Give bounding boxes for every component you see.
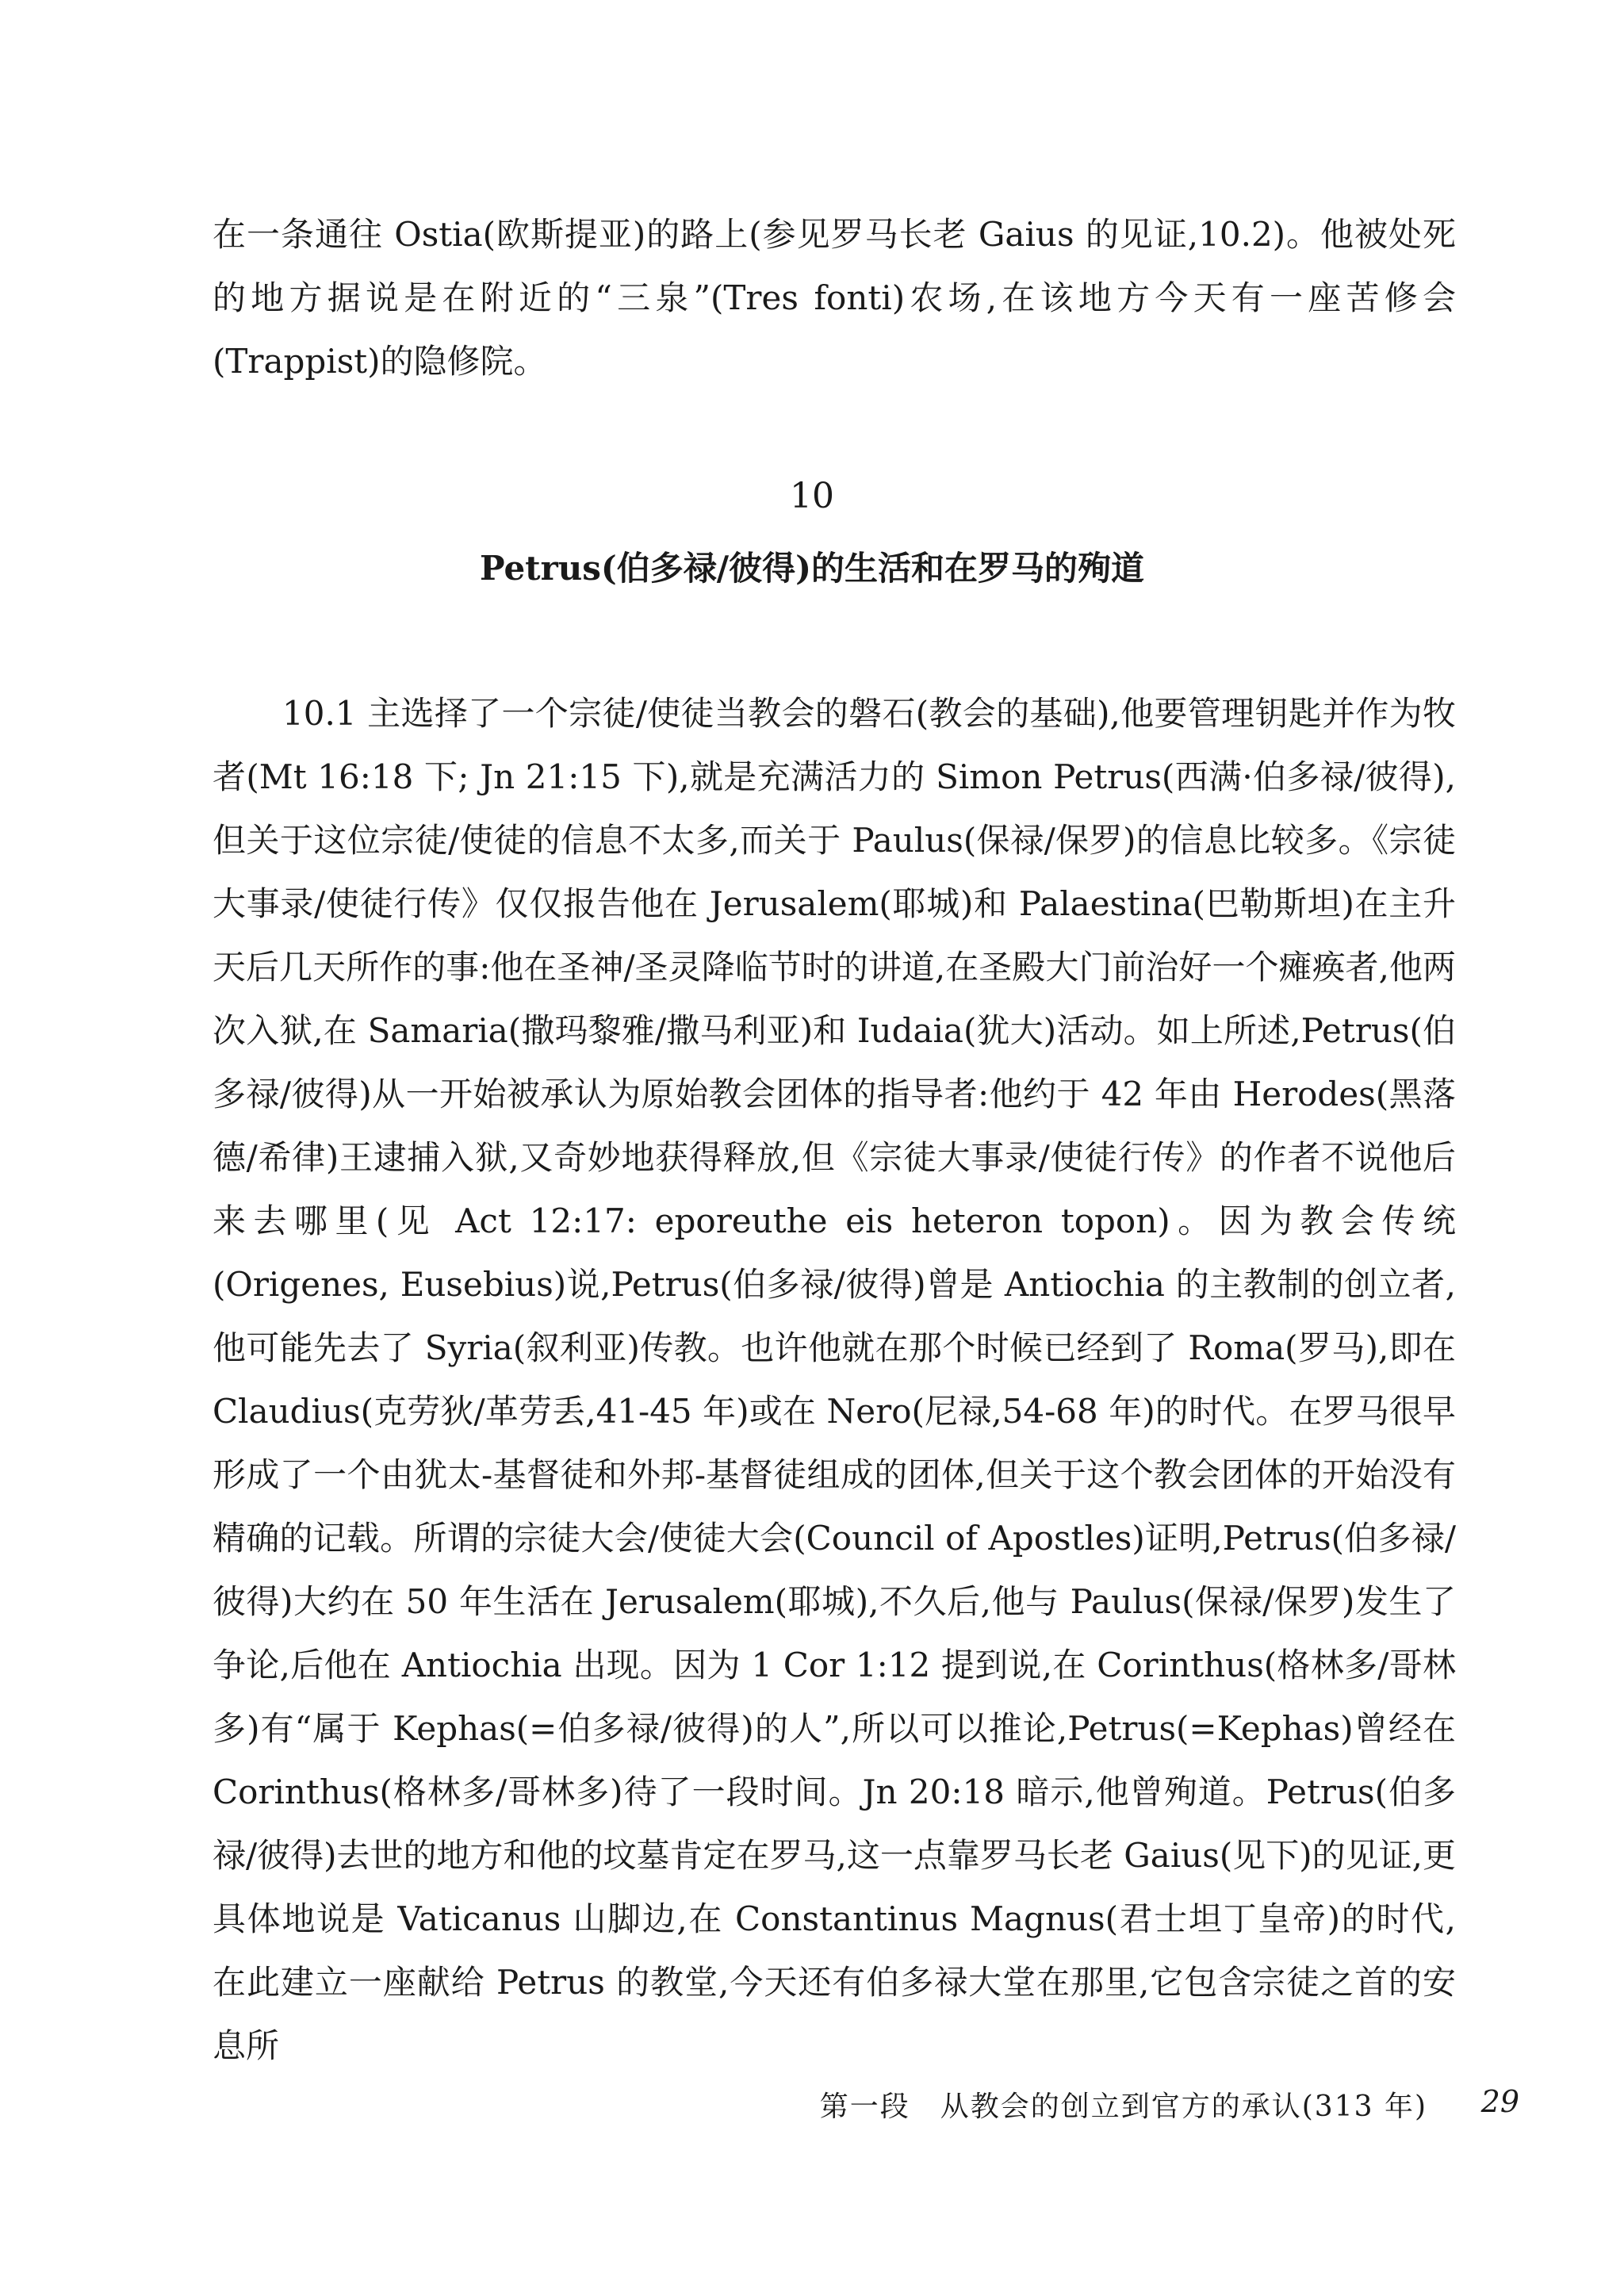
section-number: 10 <box>790 476 834 516</box>
page-number: 29 <box>1480 2084 1519 2119</box>
section-title: Petrus(伯多禄/彼得)的生活和在罗马的殉道 <box>480 549 1144 588</box>
body-paragraph-10-1: 10.1 主选择了一个宗徒/使徒当教会的磐石(教会的基础),他要管理钥匙并作为牧者(Mt 16:18 下; Jn 21:15 下),就是充满活力的 Simon Petrus(西满·伯多禄/彼得),但关于这位宗徒/使徒的信息不太多,而关于 Paulus(保禄/保罗)的信息比较多。《宗徒大事录/使徒行传》仅仅报告他在 Jerusalem(耶城)和 Palaestina(巴勒斯坦)在主升天后几天所作的事:他在圣神/圣灵降临节时的讲道,在圣殿大门前治好一个瘫痪者,他两次入狱,在 Samaria(撒玛黎雅/撒马利亚)和 Iudaia(犹大)活动。如上所述,Petrus(伯多禄/彼得)从一开始被承认为原始教会团体的指导者:他约于 42 年由 Herodes(黑落德/希律)王逮捕入狱,又奇妙地获得释放,但《宗徒大事录/使徒行传》的作者不说他后来去哪里(见 Act 12:17: eporeuthe eis heteron topon)。因为教会传统(Origenes, Eusebius)说,Petrus(伯多禄/彼得)曾是 Antiochia 的主教制的创立者,他可能先去了 Syria(叙利亚)传教。也许他就在那个时候已经到了 Roma(罗马),即在 Claudius(克劳狄/革劳丢,41-45 年)或在 Nero(尼禄,54-68 年)的时代。在罗马很早形成了一个由犹太-基督徒和外邦-基督徒组成的团体,但关于这个教会团体的开始没有精确的记载。所谓的宗徒大会/使徒大会(Council of Apostles)证明,Petrus(伯多禄/彼得)大约在 50 年生活在 Jerusalem(耶城),不久后,他与 Paulus(保禄/保罗)发生了争论,后他在 Antiochia 出现。因为 1 Cor 1:12 提到说,在 Corinthus(格林多/哥林多)有“属于 Kephas(=伯多禄/彼得)的人”,所以可以推论,Petrus(=Kephas)曾经在 Corinthus(格林多/哥林多)待了一段时间。Jn 20:18 暗示,他曾殉道。Petrus(伯多禄/彼得)去世的地方和他的坟墓肯定在罗马,这一点靠罗马长老 Gaius(见下)的见证,更具体地说是 Vaticanus 山脚边,在 Constantinus Magnus(君士坦丁皇帝)的时代,在此建立一座献给 Petrus 的教堂,今天还有伯多禄大堂在那里,它包含宗徒之首的安息所 <box>213 694 1456 2065</box>
running-head: 第一段 从教会的创立到官方的承认(313 年) <box>819 2090 1427 2123</box>
body-paragraph-continued: 在一条通往 Ostia(欧斯提亚)的路上(参见罗马长老 Gaius 的见证,10.2)。他被处死的地方据说是在附近的“三泉”(Tres fonti)农场,在该地方今天有一座苦修会(Trappist)的隐修院。 <box>213 215 1456 381</box>
page-footer <box>0 2084 1624 2132</box>
